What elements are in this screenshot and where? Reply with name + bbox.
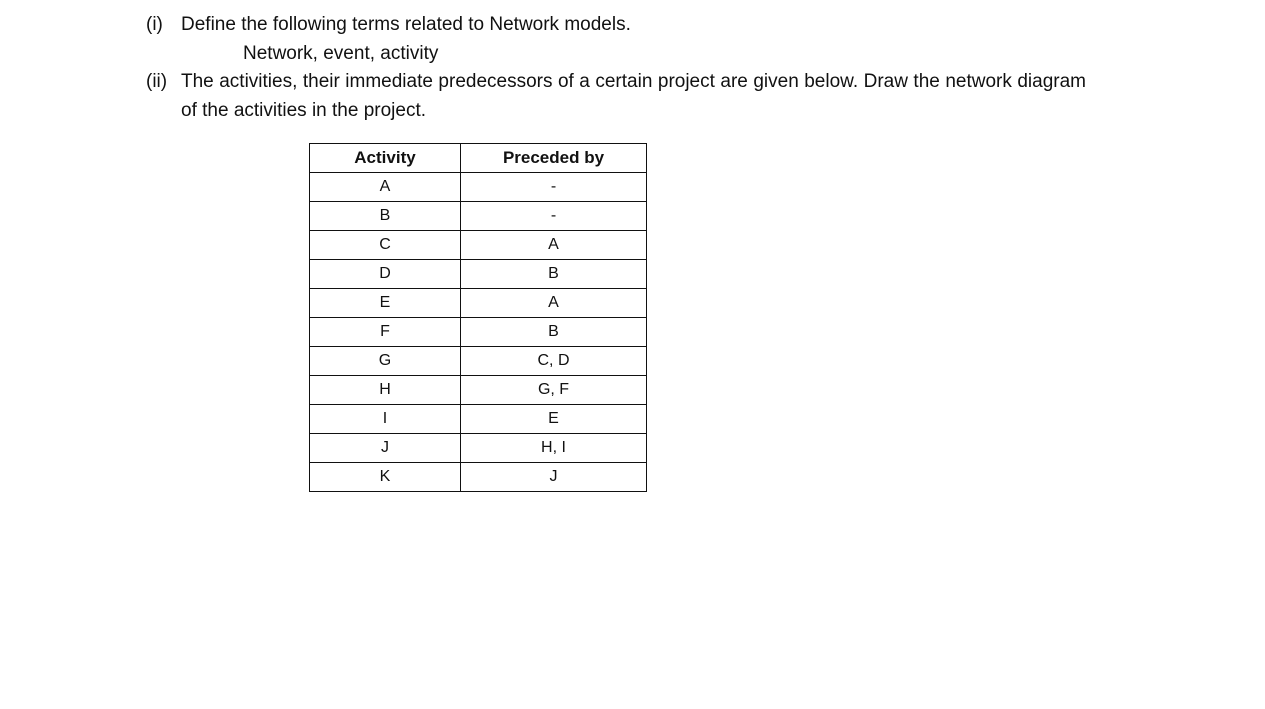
predecessor-cell: G, F [461,376,647,405]
table-row [310,231,647,260]
header-preceded-by: Preceded by [461,144,647,173]
predecessor-cell: J [461,463,647,492]
activity-cell: D [310,260,461,289]
table-row [310,260,647,289]
table-row [310,347,647,376]
activity-cell: F [310,318,461,347]
question-i [146,10,1086,68]
predecessor-cell: - [461,173,647,202]
question-number: (ii) [146,71,168,92]
predecessor-cell: H, I [461,434,647,463]
activity-cell: E [310,289,461,318]
predecessor-cell: E [461,405,647,434]
activity-cell: H [310,376,461,405]
activity-cell: I [310,405,461,434]
table-row [310,434,647,463]
activity-cell: C [310,231,461,260]
predecessor-cell: A [461,231,647,260]
table-row [310,289,647,318]
activity-cell: J [310,434,461,463]
question-subtext: Network, event, activity [243,43,439,64]
table-row [310,463,647,492]
predecessor-cell: B [461,318,647,347]
question-text: Define the following terms related to Network models. [181,14,631,35]
activity-cell: B [310,202,461,231]
activity-cell: G [310,347,461,376]
precedence-table [309,143,647,492]
table-row [310,318,647,347]
header-activity: Activity [310,144,461,173]
predecessor-cell: C, D [461,347,647,376]
activity-cell: A [310,173,461,202]
question-text: The activities, their immediate predecessors of a certain project are given below. Draw the network diagram of the activities in the project. [181,71,1086,121]
table-row [310,173,647,202]
predecessor-cell: B [461,260,647,289]
question-ii [146,67,1086,125]
predecessor-cell: - [461,202,647,231]
table-row [310,376,647,405]
predecessor-cell: A [461,289,647,318]
table-row [310,405,647,434]
table-header-row [310,144,647,173]
table-row [310,202,647,231]
question-number: (i) [146,14,163,35]
activity-cell: K [310,463,461,492]
